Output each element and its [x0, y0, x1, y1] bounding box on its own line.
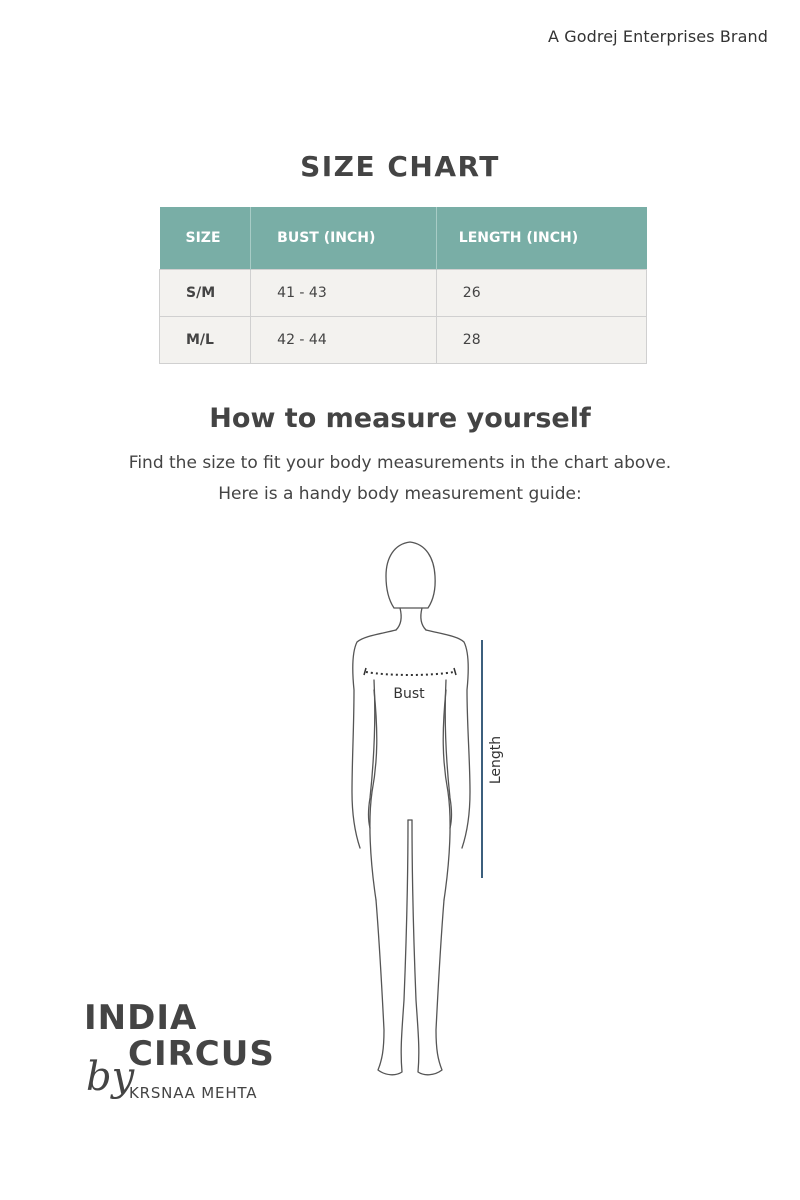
length-label: Length	[488, 735, 504, 785]
logo-line-india: INDIA	[84, 998, 198, 1038]
table-row	[160, 270, 647, 317]
column-header-bust: BUST (INCH)	[251, 207, 437, 270]
cell-bust: 41 - 43	[251, 270, 437, 317]
logo-line-circus: CIRCUS	[128, 1034, 275, 1074]
table-row	[160, 317, 647, 364]
inner-arm-left	[369, 680, 375, 828]
cell-size: S/M	[160, 270, 251, 317]
column-header-size: SIZE	[160, 207, 251, 270]
cell-size: M/L	[160, 317, 251, 364]
torso-left	[370, 690, 377, 900]
inner-arm-right	[445, 680, 451, 828]
bust-measure-line	[366, 672, 454, 675]
leg-right	[412, 820, 444, 1075]
leg-left	[376, 820, 408, 1075]
measure-instruction: Find the size to fit your body measurements in the chart above.	[128, 453, 672, 473]
body-measurement-illustration	[330, 530, 520, 1090]
column-header-length: LENGTH (INCH)	[436, 207, 646, 270]
cell-bust: 42 - 44	[251, 317, 437, 364]
torso-right	[443, 690, 450, 900]
size-chart-table	[159, 207, 647, 364]
logo-by-script: by	[86, 1054, 135, 1100]
table-header-row	[160, 207, 647, 270]
logo-designer-name: KRSNAA MEHTA	[129, 1084, 258, 1102]
measure-guide-intro: Here is a handy body measurement guide:	[218, 484, 582, 504]
india-circus-logo	[84, 998, 314, 1108]
head-outline	[386, 542, 435, 608]
cell-length: 26	[436, 270, 646, 317]
neck-outline	[396, 608, 426, 630]
bust-label: Bust	[393, 686, 425, 702]
size-chart-title: SIZE CHART	[300, 150, 500, 183]
cell-length: 28	[436, 317, 646, 364]
measure-heading: How to measure yourself	[209, 403, 591, 434]
brand-tagline: A Godrej Enterprises Brand	[548, 27, 768, 46]
